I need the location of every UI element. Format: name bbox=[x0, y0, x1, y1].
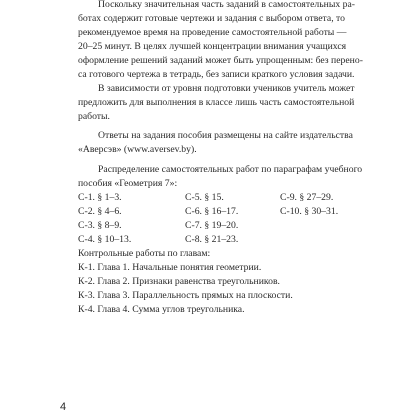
control-works-list bbox=[78, 247, 380, 317]
list-item: К-3. Глава 3. Параллельность прямых на плоскости. bbox=[78, 289, 293, 301]
distribution-table bbox=[78, 191, 380, 247]
text-line: рекомендуемое время на проведение самостоятельной работы — bbox=[78, 27, 347, 39]
text-line: «Аверсэв» (www.aversev.by). bbox=[78, 144, 197, 156]
list-item: К-2. Глава 2. Признаки равенства треугольников. bbox=[78, 275, 280, 287]
text-line: пособия «Геометрия 7»: bbox=[78, 177, 178, 189]
distribution-entry: С-7. § 19–20. bbox=[185, 219, 239, 231]
distribution-entry: С-8. § 21–23. bbox=[185, 233, 239, 245]
text-line: 20–25 минут. В целях лучшей концентрации внимания учащихся bbox=[78, 41, 347, 53]
distribution-entry: С-3. § 8–9. bbox=[78, 219, 122, 231]
text-line: Распределение самостоятельных работ по параграфам учебного bbox=[98, 163, 363, 175]
distribution-entry: С-4. § 10–13. bbox=[78, 233, 132, 245]
text-line: В зависимости от уровня подготовки учеников учитель может bbox=[98, 83, 355, 95]
distribution-entry: С-10. § 30–31. bbox=[280, 205, 339, 217]
distribution-entry: С-6. § 16–17. bbox=[185, 205, 239, 217]
distribution-entry: С-1. § 1–3. bbox=[78, 191, 122, 203]
text-line: работы. bbox=[78, 111, 110, 123]
distribution-entry: С-5. § 15. bbox=[185, 191, 224, 203]
control-works-heading: Контрольные работы по главам: bbox=[78, 247, 211, 259]
paragraph-level bbox=[78, 82, 380, 124]
text-line: са готового чертежа в тетрадь, без записи краткого условия задачи. bbox=[78, 69, 355, 81]
paragraph-answers bbox=[78, 129, 380, 157]
text-line: Поскольку значительная часть заданий в самостоятельных ра- bbox=[98, 0, 355, 10]
list-item: К-1. Глава 1. Начальные понятия геометрии. bbox=[78, 261, 262, 273]
text-line: оформление решений заданий может быть упрощенным: без перено- bbox=[78, 55, 363, 67]
page-text bbox=[78, 0, 380, 317]
distribution-entry: С-9. § 27–29. bbox=[280, 191, 334, 203]
text-line: ботах содержит готовые чертежи и задания с выбором ответа, то bbox=[78, 13, 346, 25]
page-number: 4 bbox=[60, 401, 67, 413]
distribution-entry: С-2. § 4–6. bbox=[78, 205, 122, 217]
text-line: предложить для выполнения в классе лишь часть самостоятельной bbox=[78, 97, 355, 109]
text-line: Ответы на задания пособия размещены на сайте издательства bbox=[98, 130, 353, 142]
paragraph-distribution bbox=[78, 163, 380, 191]
list-item: К-4. Глава 4. Сумма углов треугольника. bbox=[78, 303, 245, 315]
paragraph-timing bbox=[78, 0, 380, 82]
